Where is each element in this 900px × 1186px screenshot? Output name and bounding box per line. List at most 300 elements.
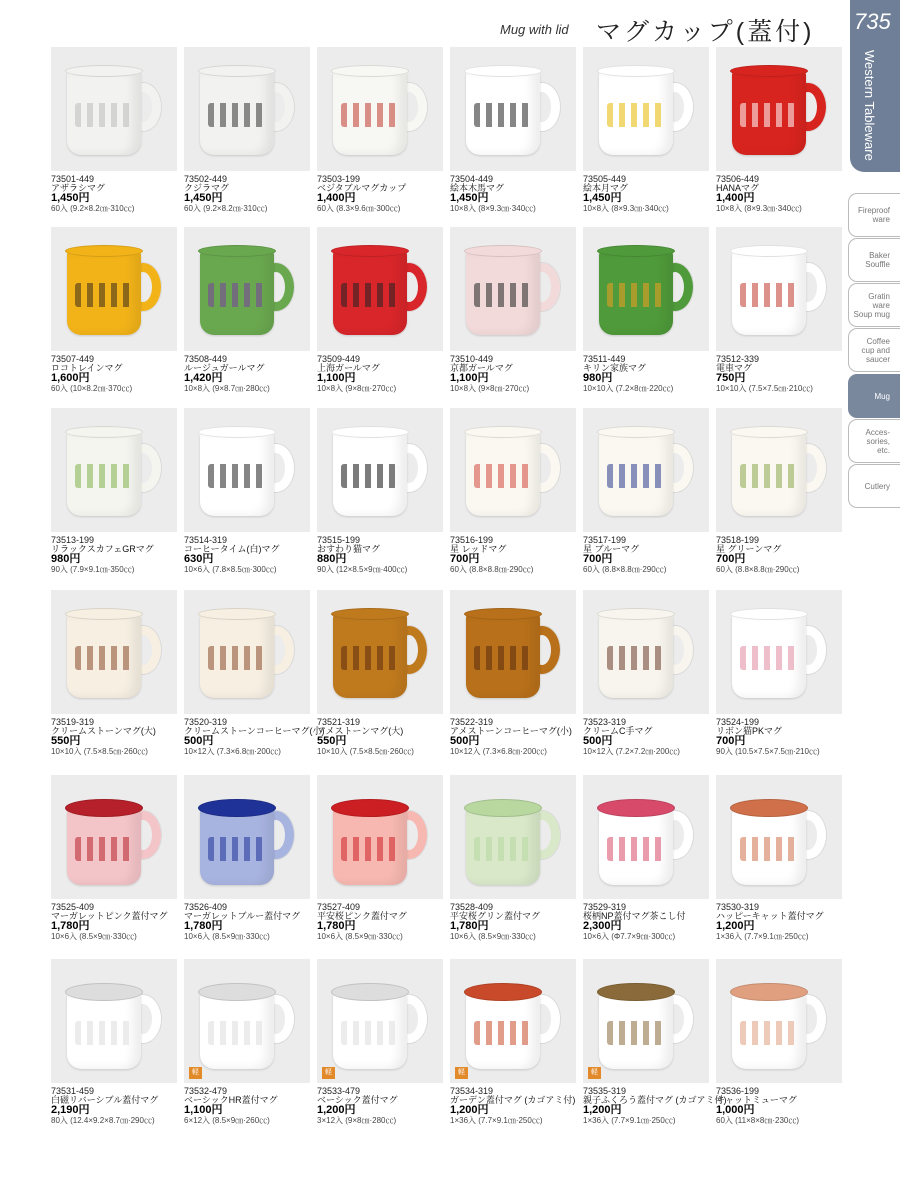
- product-item[interactable]: [716, 408, 842, 574]
- mug-rim: [331, 426, 409, 438]
- mug-rim: [198, 245, 276, 257]
- light-weight-badge: 軽: [455, 1067, 468, 1079]
- product-item[interactable]: [317, 408, 443, 574]
- mug-rim: [597, 245, 675, 257]
- product-price: 700円: [583, 553, 613, 565]
- mug-lid: [65, 799, 143, 817]
- product-name: マーガレットピンク蓋付マグ: [51, 911, 168, 921]
- mug-rim: [730, 245, 808, 257]
- product-name: 上海ガールマグ: [317, 363, 380, 373]
- product-name: ロコトレインマグ: [51, 363, 123, 373]
- product-photo: [450, 959, 576, 1083]
- product-price: 700円: [716, 553, 746, 565]
- product-item[interactable]: [184, 47, 310, 213]
- product-price: 500円: [583, 735, 613, 747]
- product-price: 1,780円: [51, 920, 90, 932]
- product-spec: 6×12入 (8.5×9㎝·260㏄): [184, 1116, 270, 1125]
- product-spec: 10×10入 (7.5×7.5㎝·210㏄): [716, 384, 813, 393]
- product-spec: 3×12入 (9×8㎝·280㏄): [317, 1116, 397, 1125]
- product-code: 73518-199: [716, 535, 760, 545]
- product-code: 73521-319: [317, 717, 361, 727]
- product-item[interactable]: [184, 227, 310, 393]
- product-item[interactable]: [450, 590, 576, 756]
- product-name: 絵本木馬マグ: [450, 183, 505, 193]
- product-spec: 1×36入 (7.7×9.1㎝·250㏄): [583, 1116, 676, 1125]
- mug-decoration: [474, 283, 530, 307]
- mug-rim: [730, 608, 808, 620]
- product-price: 550円: [317, 735, 347, 747]
- mug-lid: [331, 799, 409, 817]
- mug-rim: [331, 65, 409, 77]
- product-name: 白磁リバーシブル蓋付マグ: [51, 1095, 159, 1105]
- product-name: 電車マグ: [716, 363, 753, 373]
- product-spec: 60入 (10×8.2㎝·370㏄): [51, 384, 133, 393]
- mug-rim: [65, 608, 143, 620]
- product-item[interactable]: [450, 775, 576, 941]
- mug-decoration: [607, 646, 663, 670]
- mug-decoration: [474, 103, 530, 127]
- product-spec: 90入 (12×8.5×9㎝·400㏄): [317, 565, 408, 574]
- product-photo: [716, 47, 842, 171]
- product-code: 73536-199: [716, 1086, 760, 1096]
- product-item[interactable]: [583, 408, 709, 574]
- product-photo: [716, 590, 842, 714]
- product-spec: 60入 (11×8×8㎝·230㏄): [716, 1116, 800, 1125]
- mug-decoration: [740, 1021, 796, 1045]
- mug-rim: [730, 426, 808, 438]
- product-spec: 10×8入 (9×8㎝·270㏄): [317, 384, 397, 393]
- product-price: 630円: [184, 553, 214, 565]
- product-name: 星 ブルーマグ: [583, 544, 640, 554]
- product-spec: 60入 (8.8×8.8㎝·290㏄): [450, 565, 534, 574]
- product-name: クジラマグ: [184, 183, 230, 193]
- product-item[interactable]: [716, 227, 842, 393]
- product-spec: 10×10入 (7.2×8㎝·220㏄): [583, 384, 674, 393]
- tab-coffee[interactable]: Coffee cup and saucer: [848, 328, 900, 372]
- product-item[interactable]: [716, 959, 842, 1125]
- product-photo: [317, 590, 443, 714]
- product-item[interactable]: [51, 408, 177, 574]
- product-photo: [184, 775, 310, 899]
- mug-rim: [198, 65, 276, 77]
- mug-rim: [331, 245, 409, 257]
- product-code: 73506-449: [716, 174, 760, 184]
- mug-decoration: [75, 464, 131, 488]
- product-code: 73535-319: [583, 1086, 627, 1096]
- product-name: ガーデン蓋付マグ (カゴアミ付): [450, 1095, 576, 1105]
- product-price: 1,100円: [450, 372, 489, 384]
- product-name: 平安桜グリン蓋付マグ: [450, 911, 541, 921]
- product-price: 2,190円: [51, 1104, 90, 1116]
- product-photo: [450, 775, 576, 899]
- header-japanese: マグカップ(蓋付): [596, 18, 815, 46]
- product-code: 73532-479: [184, 1086, 228, 1096]
- mug-decoration: [75, 103, 131, 127]
- mug-rim: [464, 608, 542, 620]
- mug-decoration: [341, 103, 397, 127]
- product-code: 73525-409: [51, 902, 95, 912]
- product-code: 73512-339: [716, 354, 760, 364]
- product-photo: [450, 47, 576, 171]
- product-item[interactable]: [716, 47, 842, 213]
- product-photo: [583, 775, 709, 899]
- mug-lid: [597, 983, 675, 1001]
- product-code: 73530-319: [716, 902, 760, 912]
- product-item[interactable]: [583, 590, 709, 756]
- product-photo: [450, 590, 576, 714]
- tab-acces[interactable]: Acces- sories, etc.: [848, 419, 900, 463]
- product-item[interactable]: [583, 47, 709, 213]
- product-name: マーガレットブルー蓋付マグ: [184, 911, 301, 921]
- product-spec: 10×8入 (8×9.3㎝·340㏄): [716, 204, 802, 213]
- product-spec: 10×8入 (8×9.3㎝·340㏄): [583, 204, 669, 213]
- mug-decoration: [740, 283, 796, 307]
- product-price: 1,200円: [317, 1104, 356, 1116]
- mug-decoration: [740, 837, 796, 861]
- product-spec: 60入 (8.8×8.8㎝·290㏄): [716, 565, 800, 574]
- mug-decoration: [607, 464, 663, 488]
- product-code: 73526-409: [184, 902, 228, 912]
- product-item[interactable]: [184, 408, 310, 574]
- product-code: 73533-479: [317, 1086, 361, 1096]
- product-photo: [716, 775, 842, 899]
- mug-rim: [464, 426, 542, 438]
- product-photo: [583, 47, 709, 171]
- mug-rim: [198, 426, 276, 438]
- product-name: 絵本月マグ: [583, 183, 629, 193]
- product-item[interactable]: [184, 590, 325, 756]
- product-code: 73513-199: [51, 535, 95, 545]
- product-price: 1,420円: [184, 372, 223, 384]
- product-spec: 10×12入 (7.3×6.8㎝·200㏄): [184, 747, 281, 756]
- product-photo: [450, 408, 576, 532]
- product-price: 2,300円: [583, 920, 622, 932]
- product-code: 73531-459: [51, 1086, 95, 1096]
- mug-rim: [597, 65, 675, 77]
- mug-decoration: [607, 283, 663, 307]
- mug-rim: [65, 65, 143, 77]
- product-price: 750円: [716, 372, 746, 384]
- section-label: Western Tableware: [862, 50, 877, 161]
- mug-rim: [331, 608, 409, 620]
- product-spec: 80入 (12.4×9.2×8.7㎝·290㏄): [51, 1116, 155, 1125]
- product-price: 880円: [317, 553, 347, 565]
- product-spec: 10×10入 (7.5×8.5㎝·260㏄): [51, 747, 148, 756]
- product-code: 73519-319: [51, 717, 95, 727]
- tab-baker[interactable]: Baker Souffle: [848, 238, 900, 282]
- product-spec: 10×6入 (8.5×9㎝·330㏄): [184, 932, 270, 941]
- product-price: 1,200円: [716, 920, 755, 932]
- product-code: 73502-449: [184, 174, 228, 184]
- product-code: 73517-199: [583, 535, 627, 545]
- product-name: キリン家族マグ: [583, 363, 647, 373]
- product-price: 1,780円: [450, 920, 489, 932]
- product-name: ハッピーキャット蓋付マグ: [716, 911, 824, 921]
- mug-rim: [597, 426, 675, 438]
- tab-fireproof[interactable]: Fireproof ware: [848, 193, 900, 237]
- product-name: 桜柄NP蓋付マグ茶こし付: [583, 911, 686, 921]
- product-name: アザラシマグ: [51, 183, 106, 193]
- product-item[interactable]: [317, 227, 443, 393]
- product-name: ベーシック蓋付マグ: [317, 1095, 398, 1105]
- product-item[interactable]: [317, 590, 443, 756]
- product-name: アメストーンコーヒーマグ(小): [450, 726, 572, 736]
- product-spec: 90入 (10.5×7.5×7.5㎝·210㏄): [716, 747, 820, 756]
- product-name: リボン猫PKマグ: [716, 726, 783, 736]
- mug-rim: [65, 426, 143, 438]
- product-price: 1,400円: [716, 192, 755, 204]
- product-spec: 10×12入 (7.3×6.8㎝·200㏄): [450, 747, 547, 756]
- product-price: 1,450円: [51, 192, 90, 204]
- product-spec: 10×6入 (7.8×8.5㎝·300㏄): [184, 565, 277, 574]
- product-item[interactable]: [450, 408, 576, 574]
- product-item[interactable]: [583, 959, 727, 1125]
- product-item[interactable]: [716, 775, 842, 941]
- product-spec: 60入 (9.2×8.2㎝·310㏄): [51, 204, 135, 213]
- product-code: 73511-449: [583, 354, 626, 364]
- mug-lid: [730, 983, 808, 1001]
- mug-decoration: [607, 103, 663, 127]
- mug-lid: [464, 983, 542, 1001]
- product-spec: 10×8入 (8×9.3㎝·340㏄): [450, 204, 536, 213]
- product-name: 星 レッドマグ: [450, 544, 507, 554]
- product-code: 73524-199: [716, 717, 760, 727]
- product-item[interactable]: [51, 775, 177, 941]
- product-name: ルージュガールマグ: [184, 363, 265, 373]
- product-price: 1,200円: [450, 1104, 489, 1116]
- product-code: 73510-449: [450, 354, 494, 364]
- mug-decoration: [208, 464, 264, 488]
- product-item[interactable]: [450, 227, 576, 393]
- product-price: 550円: [51, 735, 81, 747]
- product-price: 1,450円: [450, 192, 489, 204]
- mug-lid: [597, 799, 675, 817]
- product-name: リラックスカフェGRマグ: [51, 544, 154, 554]
- product-price: 700円: [450, 553, 480, 565]
- product-photo: [51, 590, 177, 714]
- product-spec: 10×6入 (8.5×9㎝·330㏄): [450, 932, 536, 941]
- product-code: 73529-319: [583, 902, 627, 912]
- mug-decoration: [740, 646, 796, 670]
- product-photo: [184, 47, 310, 171]
- product-item[interactable]: [51, 959, 177, 1125]
- product-price: 1,000円: [716, 1104, 755, 1116]
- mug-decoration: [75, 1021, 131, 1045]
- product-spec: 10×6入 (8.5×9㎝·330㏄): [51, 932, 137, 941]
- product-price: 1,600円: [51, 372, 90, 384]
- product-name: アメストーンマグ(大): [317, 726, 404, 736]
- product-code: 73504-449: [450, 174, 494, 184]
- product-spec: 10×8入 (9×8.7㎝·280㏄): [184, 384, 270, 393]
- product-name: コーヒータイム(白)マグ: [184, 544, 280, 554]
- product-spec: 10×8入 (9×8㎝·270㏄): [450, 384, 530, 393]
- mug-decoration: [75, 646, 131, 670]
- product-item[interactable]: [317, 775, 443, 941]
- product-photo: [583, 408, 709, 532]
- product-name: ベーシックHR蓋付マグ: [184, 1095, 278, 1105]
- mug-lid: [198, 799, 276, 817]
- product-price: 500円: [450, 735, 480, 747]
- product-photo: [583, 590, 709, 714]
- product-photo: [716, 408, 842, 532]
- product-item[interactable]: [51, 47, 177, 213]
- product-item[interactable]: [51, 590, 177, 756]
- mug-rim: [65, 245, 143, 257]
- product-photo: [51, 408, 177, 532]
- mug-decoration: [208, 646, 264, 670]
- mug-rim: [464, 245, 542, 257]
- mug-lid: [464, 799, 542, 817]
- product-photo: [184, 959, 310, 1083]
- product-price: 980円: [51, 553, 81, 565]
- product-item[interactable]: [317, 959, 443, 1125]
- product-photo: [51, 959, 177, 1083]
- mug-decoration: [607, 1021, 663, 1045]
- product-item[interactable]: [51, 227, 177, 393]
- product-code: 73509-449: [317, 354, 361, 364]
- product-price: 980円: [583, 372, 613, 384]
- product-photo: [450, 227, 576, 351]
- mug-lid: [730, 799, 808, 817]
- product-code: 73508-449: [184, 354, 228, 364]
- mug-decoration: [341, 646, 397, 670]
- mug-decoration: [341, 464, 397, 488]
- product-price: 1,450円: [583, 192, 622, 204]
- product-photo: [184, 227, 310, 351]
- product-photo: [51, 227, 177, 351]
- product-price: 700円: [716, 735, 746, 747]
- product-price: 1,780円: [317, 920, 356, 932]
- product-price: 1,200円: [583, 1104, 622, 1116]
- product-price: 1,100円: [184, 1104, 223, 1116]
- mug-decoration: [474, 837, 530, 861]
- product-code: 73523-319: [583, 717, 627, 727]
- mug-lid: [198, 983, 276, 1001]
- product-spec: 10×12入 (7.2×7.2㎝·200㏄): [583, 747, 680, 756]
- product-photo: [583, 959, 709, 1083]
- mug-decoration: [208, 103, 264, 127]
- tab-mug[interactable]: Mug: [848, 374, 900, 418]
- mug-decoration: [740, 103, 796, 127]
- product-item[interactable]: [317, 47, 443, 213]
- light-weight-badge: 軽: [189, 1067, 202, 1079]
- product-name: 星 グリーンマグ: [716, 544, 782, 554]
- product-name: クリームストーンマグ(大): [51, 726, 156, 736]
- product-code: 73534-319: [450, 1086, 494, 1096]
- product-code: 73516-199: [450, 535, 494, 545]
- mug-decoration: [208, 283, 264, 307]
- product-item[interactable]: [450, 47, 576, 213]
- product-spec: 1×36入 (7.7×9.1㎝·250㏄): [450, 1116, 543, 1125]
- mug-decoration: [341, 1021, 397, 1045]
- product-code: 73528-409: [450, 902, 494, 912]
- product-name: クリームC手マグ: [583, 726, 653, 736]
- mug-decoration: [740, 464, 796, 488]
- mug-decoration: [208, 1021, 264, 1045]
- tab-gratin-ware[interactable]: Gratin ware Soup mug: [848, 283, 900, 327]
- product-code: 73507-449: [51, 354, 95, 364]
- mug-decoration: [474, 1021, 530, 1045]
- product-price: 500円: [184, 735, 214, 747]
- mug-decoration: [474, 646, 530, 670]
- mug-rim: [464, 65, 542, 77]
- product-code: 73503-199: [317, 174, 361, 184]
- product-photo: [51, 775, 177, 899]
- product-code: 73505-449: [583, 174, 627, 184]
- product-photo: [583, 227, 709, 351]
- product-photo: [317, 227, 443, 351]
- product-name: 親子ふくろう蓋付マグ (カゴアミ付): [583, 1095, 727, 1105]
- product-item[interactable]: [583, 775, 709, 941]
- product-name: HANAマグ: [716, 183, 760, 193]
- mug-lid: [331, 983, 409, 1001]
- mug-decoration: [474, 464, 530, 488]
- product-code: 73501-449: [51, 174, 95, 184]
- mug-decoration: [607, 837, 663, 861]
- product-price: 1,100円: [317, 372, 356, 384]
- mug-rim: [730, 65, 808, 77]
- product-photo: [716, 227, 842, 351]
- product-price: 1,450円: [184, 192, 223, 204]
- product-name: キャットミューマグ: [716, 1095, 797, 1105]
- product-spec: 10×10入 (7.5×8.5㎝·260㏄): [317, 747, 414, 756]
- light-weight-badge: 軽: [322, 1067, 335, 1079]
- product-spec: 60入 (9.2×8.2㎝·310㏄): [184, 204, 268, 213]
- product-item[interactable]: [184, 775, 310, 941]
- product-spec: 1×36入 (7.7×9.1㎝·250㏄): [716, 932, 809, 941]
- product-name: ベジタブルマグカップ: [317, 183, 407, 193]
- product-code: 73522-319: [450, 717, 494, 727]
- mug-decoration: [341, 837, 397, 861]
- product-name: 平安桜ピンク蓋付マグ: [317, 911, 407, 921]
- product-spec: 60入 (8.8×8.8㎝·290㏄): [583, 565, 667, 574]
- product-photo: [317, 47, 443, 171]
- product-spec: 60入 (8.3×9.6㎝·300㏄): [317, 204, 401, 213]
- product-code: 73514-319: [184, 535, 228, 545]
- product-name: 京都ガールマグ: [450, 363, 513, 373]
- product-price: 1,780円: [184, 920, 223, 932]
- product-code: 73520-319: [184, 717, 228, 727]
- product-name: おすわり猫マグ: [317, 544, 381, 554]
- mug-decoration: [75, 837, 131, 861]
- product-spec: 10×6入 (Φ7.7×9㎝·300㏄): [583, 932, 676, 941]
- product-spec: 10×6入 (8.5×9㎝·330㏄): [317, 932, 403, 941]
- mug-rim: [198, 608, 276, 620]
- mug-rim: [597, 608, 675, 620]
- mug-lid: [65, 983, 143, 1001]
- product-code: 73527-409: [317, 902, 361, 912]
- header-english: Mug with lid: [500, 22, 569, 37]
- page-number: 735: [854, 9, 891, 34]
- product-spec: 90入 (7.9×9.1㎝·350㏄): [51, 565, 135, 574]
- tab-cutlery[interactable]: Cutlery: [848, 464, 900, 508]
- page-header: [500, 10, 840, 46]
- product-code: 73515-199: [317, 535, 361, 545]
- mug-decoration: [208, 837, 264, 861]
- light-weight-badge: 軽: [588, 1067, 601, 1079]
- product-item[interactable]: [184, 959, 310, 1125]
- mug-decoration: [341, 283, 397, 307]
- product-item[interactable]: [583, 227, 709, 393]
- product-photo: [317, 775, 443, 899]
- product-name: クリームストーンコーヒーマグ(小): [184, 726, 325, 736]
- product-photo: [184, 408, 310, 532]
- mug-decoration: [75, 283, 131, 307]
- product-price: 1,400円: [317, 192, 356, 204]
- page-number-tab: [850, 0, 900, 172]
- product-item[interactable]: [716, 590, 842, 756]
- product-item[interactable]: [450, 959, 576, 1125]
